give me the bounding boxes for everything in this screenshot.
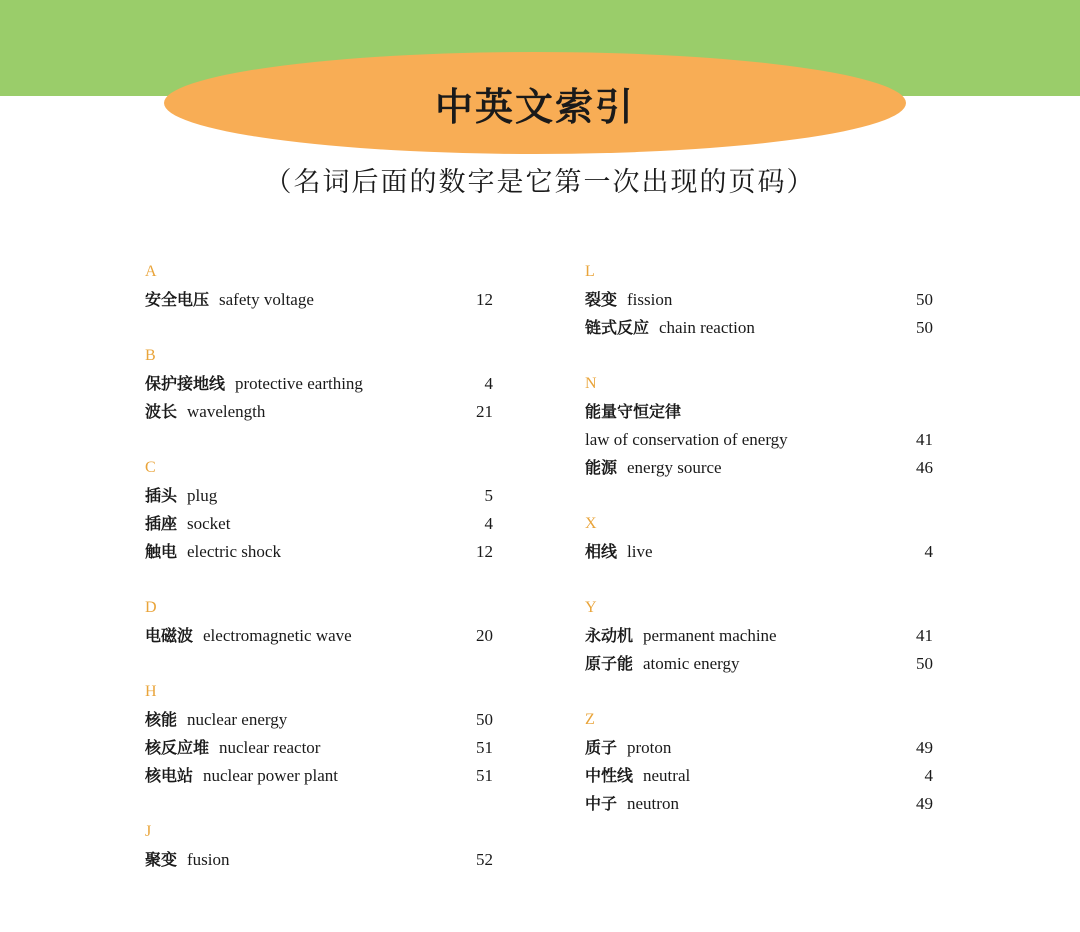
- title-oval: [164, 52, 906, 154]
- index-entry: [585, 650, 933, 678]
- page-subtitle: （名词后面的数字是它第一次出现的页码）: [264, 167, 816, 198]
- index-column-left: [145, 258, 493, 874]
- entry-term: [585, 398, 691, 426]
- index-entry: [585, 454, 933, 482]
- index-section: [145, 678, 493, 790]
- entry-term: [585, 734, 671, 762]
- index-entry: [145, 538, 493, 566]
- entry-term: [145, 538, 281, 566]
- entry-term: [145, 510, 230, 538]
- section-letter: X: [585, 515, 597, 532]
- entry-chinese: 触电: [145, 542, 178, 561]
- entry-english: energy source: [627, 458, 722, 477]
- entry-english: nuclear energy: [187, 710, 288, 729]
- entry-page-number: 21: [476, 402, 493, 421]
- entry-english: socket: [187, 514, 231, 533]
- entry-chinese: 裂变: [585, 290, 618, 309]
- entry-page-number: 12: [476, 542, 493, 561]
- section-spacer: [145, 426, 493, 454]
- entry-chinese: 聚变: [145, 850, 178, 869]
- index-section: [145, 594, 493, 650]
- index-section: [585, 258, 933, 342]
- index-entry: [585, 538, 933, 566]
- entry-page-number: 20: [476, 626, 493, 645]
- index-entry: [585, 622, 933, 650]
- index-entry: [585, 762, 933, 790]
- entry-chinese: 波长: [145, 402, 178, 421]
- section-letter: H: [145, 683, 157, 700]
- entry-english: wavelength: [187, 402, 266, 421]
- entry-chinese: 电磁波: [145, 626, 194, 645]
- index-entry: [585, 790, 933, 818]
- entry-chinese: 插头: [145, 486, 178, 505]
- index-entry: [585, 314, 933, 342]
- entry-term: [585, 538, 653, 566]
- entry-english: live: [627, 542, 653, 561]
- entry-term: [145, 762, 338, 790]
- entry-chinese: 能源: [585, 458, 618, 477]
- entry-term: [145, 482, 217, 510]
- section-spacer: [145, 790, 493, 818]
- entry-term: [585, 426, 788, 454]
- index-entry: [145, 370, 493, 398]
- entry-term: [145, 846, 230, 874]
- entry-term: [145, 398, 265, 426]
- section-spacer: [145, 566, 493, 594]
- index-section: [145, 258, 493, 314]
- entry-chinese: 保护接地线: [145, 374, 226, 393]
- entry-chinese: 相线: [585, 542, 618, 561]
- section-letter: N: [585, 375, 597, 392]
- entry-page-number: 4: [484, 374, 493, 393]
- section-spacer: [585, 566, 933, 594]
- index-entry: [145, 734, 493, 762]
- entry-english: law of conservation of energy: [585, 430, 788, 449]
- entry-english: chain reaction: [659, 318, 755, 337]
- index-entry: [585, 734, 933, 762]
- section-spacer: [585, 342, 933, 370]
- index-entry: [585, 286, 933, 314]
- entry-page-number: 41: [916, 430, 933, 449]
- entry-english: protective earthing: [235, 374, 363, 393]
- entry-chinese: 中子: [585, 794, 618, 813]
- entry-term: [145, 622, 352, 650]
- entry-english: nuclear reactor: [219, 738, 321, 757]
- index-entry: [145, 510, 493, 538]
- index-entry: [145, 762, 493, 790]
- entry-term: [585, 622, 777, 650]
- page-title: 中英文索引: [434, 84, 635, 129]
- entry-chinese: 链式反应: [585, 318, 650, 337]
- entry-english: atomic energy: [643, 654, 740, 673]
- entry-term: [585, 790, 679, 818]
- index-entry: [145, 398, 493, 426]
- index-section: [585, 510, 933, 566]
- entry-chinese: 原子能: [585, 654, 634, 673]
- entry-chinese: 能量守恒定律: [585, 402, 682, 421]
- entry-english: neutron: [627, 794, 679, 813]
- index-section: [145, 818, 493, 874]
- entry-term: [145, 286, 314, 314]
- section-spacer: [145, 650, 493, 678]
- entry-chinese: 核能: [145, 710, 178, 729]
- entry-page-number: 50: [916, 318, 933, 337]
- section-spacer: [585, 678, 933, 706]
- entry-english: fission: [627, 290, 673, 309]
- entry-page-number: 51: [476, 738, 493, 757]
- entry-page-number: 52: [476, 850, 493, 869]
- entry-page-number: 50: [916, 654, 933, 673]
- section-letter: L: [585, 263, 595, 280]
- entry-page-number: 49: [916, 794, 933, 813]
- entry-term: [585, 286, 672, 314]
- section-letter: Z: [585, 711, 595, 728]
- index-entry: [585, 426, 933, 454]
- section-letter: D: [145, 599, 157, 616]
- entry-english: electric shock: [187, 542, 281, 561]
- entry-english: neutral: [643, 766, 691, 785]
- section-letter: B: [145, 347, 156, 364]
- entry-term: [585, 762, 690, 790]
- entry-english: proton: [627, 738, 672, 757]
- index-entry: [145, 482, 493, 510]
- entry-english: permanent machine: [643, 626, 777, 645]
- entry-page-number: 50: [476, 710, 493, 729]
- entry-page-number: 4: [924, 766, 933, 785]
- index-entry: [585, 398, 933, 426]
- entry-term: [145, 734, 320, 762]
- entry-chinese: 永动机: [585, 626, 634, 645]
- index-section: [585, 370, 933, 482]
- entry-term: [585, 650, 739, 678]
- entry-page-number: 51: [476, 766, 493, 785]
- index-entry: [145, 706, 493, 734]
- index-section: [585, 594, 933, 678]
- entry-chinese: 插座: [145, 514, 178, 533]
- entry-english: electromagnetic wave: [203, 626, 352, 645]
- entry-chinese: 核反应堆: [145, 738, 210, 757]
- entry-term: [585, 454, 722, 482]
- entry-chinese: 安全电压: [145, 290, 210, 309]
- entry-term: [145, 706, 287, 734]
- entry-page-number: 5: [484, 486, 493, 505]
- entry-term: [145, 370, 363, 398]
- entry-english: nuclear power plant: [203, 766, 339, 785]
- section-spacer: [585, 482, 933, 510]
- index-section: [145, 342, 493, 426]
- entry-page-number: 41: [916, 626, 933, 645]
- entry-english: fusion: [187, 850, 230, 869]
- entry-page-number: 50: [916, 290, 933, 309]
- entry-page-number: 4: [924, 542, 933, 561]
- index-entry: [145, 622, 493, 650]
- entry-chinese: 核电站: [145, 766, 194, 785]
- index-section: [145, 454, 493, 566]
- section-letter: C: [145, 459, 156, 476]
- entry-page-number: 12: [476, 290, 493, 309]
- index-entry: [145, 286, 493, 314]
- entry-page-number: 49: [916, 738, 933, 757]
- section-letter: A: [145, 263, 157, 280]
- entry-english: plug: [187, 486, 218, 505]
- index-column-right: [585, 258, 933, 818]
- section-letter: Y: [585, 599, 597, 616]
- section-spacer: [145, 314, 493, 342]
- entry-term: [585, 314, 755, 342]
- section-letter: J: [145, 823, 152, 840]
- entry-page-number: 46: [916, 458, 933, 477]
- entry-page-number: 4: [484, 514, 493, 533]
- entry-chinese: 中性线: [585, 766, 634, 785]
- entry-english: safety voltage: [219, 290, 314, 309]
- index-entry: [145, 846, 493, 874]
- entry-chinese: 质子: [585, 738, 618, 757]
- index-section: [585, 706, 933, 818]
